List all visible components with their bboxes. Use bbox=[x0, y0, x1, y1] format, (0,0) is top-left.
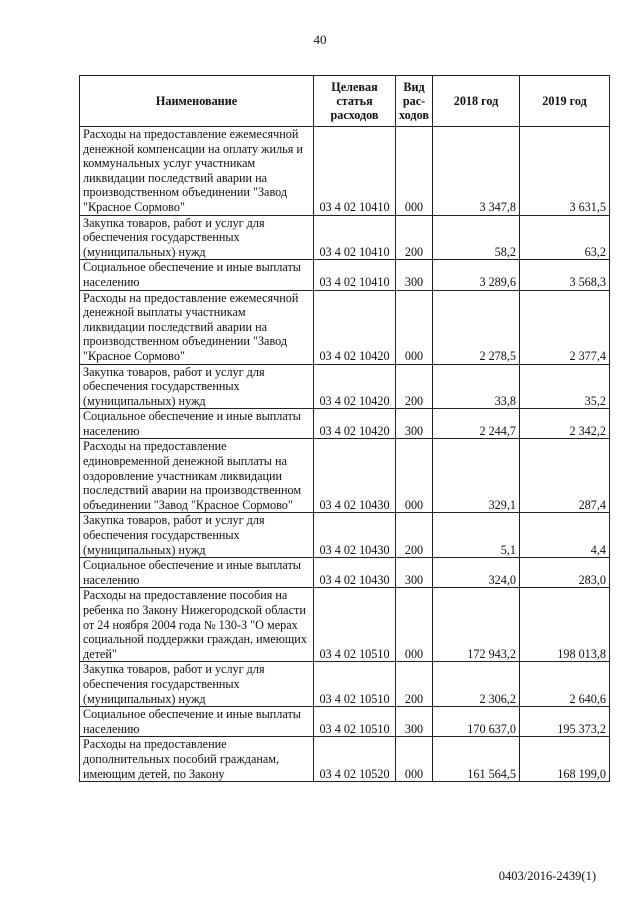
row-expense-type: 000 bbox=[396, 290, 433, 364]
table-row bbox=[80, 439, 610, 513]
row-target-code: 03 4 02 10430 bbox=[314, 558, 396, 588]
row-value-2018: 161 564,5 bbox=[433, 737, 520, 782]
row-value-2019: 2 640,6 bbox=[520, 662, 610, 707]
table-body bbox=[80, 127, 610, 782]
row-target-code: 03 4 02 10510 bbox=[314, 588, 396, 662]
table-row bbox=[80, 364, 610, 409]
row-expense-type: 000 bbox=[396, 588, 433, 662]
row-expense-type: 200 bbox=[396, 215, 433, 260]
row-value-2019: 63,2 bbox=[520, 215, 610, 260]
row-name: Расходы на предоставление ежемесячной денежной выплаты участникам ликвидации последствий аварии на производственном объединении "Завод "Красное Сормово" bbox=[80, 290, 314, 364]
table-row bbox=[80, 513, 610, 558]
row-value-2019: 4,4 bbox=[520, 513, 610, 558]
budget-table bbox=[79, 75, 610, 782]
row-value-2018: 170 637,0 bbox=[433, 707, 520, 737]
row-expense-type: 200 bbox=[396, 662, 433, 707]
header-name-text: Наименование bbox=[155, 94, 238, 108]
row-expense-type: 000 bbox=[396, 127, 433, 216]
row-value-2018: 2 306,2 bbox=[433, 662, 520, 707]
header-target bbox=[314, 76, 396, 127]
header-target-text: Целевая статья расходов bbox=[330, 80, 379, 122]
row-expense-type: 000 bbox=[396, 439, 433, 513]
row-target-code: 03 4 02 10420 bbox=[314, 409, 396, 439]
row-value-2019: 3 631,5 bbox=[520, 127, 610, 216]
header-2018-text: 2018 год bbox=[453, 94, 499, 108]
table-row bbox=[80, 707, 610, 737]
row-value-2018: 3 347,8 bbox=[433, 127, 520, 216]
row-value-2019: 287,4 bbox=[520, 439, 610, 513]
row-target-code: 03 4 02 10430 bbox=[314, 439, 396, 513]
row-name: Расходы на предоставление единовременной денежной выплаты на оздоровление участникам ликвидации последствий аварии на производственном объединении "Завод "Красное Сормово" bbox=[80, 439, 314, 513]
document-code: 0403/2016-2439(1) bbox=[498, 869, 596, 883]
row-expense-type: 200 bbox=[396, 364, 433, 409]
row-name: Социальное обеспечение и иные выплаты населению bbox=[80, 558, 314, 588]
row-name: Социальное обеспечение и иные выплаты населению bbox=[80, 409, 314, 439]
row-target-code: 03 4 02 10410 bbox=[314, 127, 396, 216]
row-value-2019: 198 013,8 bbox=[520, 588, 610, 662]
row-value-2018: 2 278,5 bbox=[433, 290, 520, 364]
header-2019 bbox=[520, 76, 610, 127]
row-target-code: 03 4 02 10510 bbox=[314, 662, 396, 707]
table-row bbox=[80, 290, 610, 364]
row-name: Закупка товаров, работ и услуг для обеспечения государственных (муниципальных) нужд bbox=[80, 215, 314, 260]
table-row bbox=[80, 588, 610, 662]
row-name: Социальное обеспечение и иные выплаты населению bbox=[80, 707, 314, 737]
header-type bbox=[396, 76, 433, 127]
row-value-2018: 5,1 bbox=[433, 513, 520, 558]
header-2019-text: 2019 год bbox=[542, 94, 587, 108]
row-value-2018: 58,2 bbox=[433, 215, 520, 260]
row-target-code: 03 4 02 10420 bbox=[314, 290, 396, 364]
row-value-2018: 2 244,7 bbox=[433, 409, 520, 439]
row-value-2019: 3 568,3 bbox=[520, 260, 610, 290]
row-expense-type: 300 bbox=[396, 260, 433, 290]
table-row bbox=[80, 215, 610, 260]
row-expense-type: 300 bbox=[396, 707, 433, 737]
row-expense-type: 000 bbox=[396, 737, 433, 782]
row-value-2019: 168 199,0 bbox=[520, 737, 610, 782]
row-name: Расходы на предоставление дополнительных пособий гражданам, имеющим детей, по Закону bbox=[80, 737, 314, 782]
row-name: Расходы на предоставление ежемесячной денежной компенсации на оплату жилья и коммунальных услуг участникам ликвидации последствий аварии на производственном объединении "Завод "Красное Сормово" bbox=[80, 127, 314, 216]
row-expense-type: 300 bbox=[396, 558, 433, 588]
table-row bbox=[80, 127, 610, 216]
row-value-2019: 2 377,4 bbox=[520, 290, 610, 364]
header-type-text: Вид рас- ходов bbox=[399, 80, 429, 122]
row-name: Закупка товаров, работ и услуг для обеспечения государственных (муниципальных) нужд bbox=[80, 513, 314, 558]
row-target-code: 03 4 02 10410 bbox=[314, 215, 396, 260]
row-target-code: 03 4 02 10430 bbox=[314, 513, 396, 558]
row-value-2018: 172 943,2 bbox=[433, 588, 520, 662]
row-target-code: 03 4 02 10410 bbox=[314, 260, 396, 290]
row-expense-type: 300 bbox=[396, 409, 433, 439]
row-name: Расходы на предоставление пособия на ребенка по Закону Нижегородской области от 24 ноября 2004 года № 130-З "О мерах социальной поддержки граждан, имеющих детей" bbox=[80, 588, 314, 662]
row-value-2019: 283,0 bbox=[520, 558, 610, 588]
row-value-2019: 35,2 bbox=[520, 364, 610, 409]
table-row bbox=[80, 662, 610, 707]
table-header-row bbox=[80, 76, 610, 127]
table-row bbox=[80, 409, 610, 439]
row-value-2019: 195 373,2 bbox=[520, 707, 610, 737]
table-row bbox=[80, 260, 610, 290]
row-target-code: 03 4 02 10520 bbox=[314, 737, 396, 782]
header-name bbox=[80, 76, 314, 127]
row-target-code: 03 4 02 10420 bbox=[314, 364, 396, 409]
row-value-2018: 329,1 bbox=[433, 439, 520, 513]
row-name: Закупка товаров, работ и услуг для обеспечения государственных (муниципальных) нужд bbox=[80, 662, 314, 707]
row-target-code: 03 4 02 10510 bbox=[314, 707, 396, 737]
row-value-2019: 2 342,2 bbox=[520, 409, 610, 439]
row-name: Социальное обеспечение и иные выплаты населению bbox=[80, 260, 314, 290]
row-expense-type: 200 bbox=[396, 513, 433, 558]
page-number: 40 bbox=[313, 32, 327, 47]
header-2018 bbox=[433, 76, 520, 127]
row-name: Закупка товаров, работ и услуг для обеспечения государственных (муниципальных) нужд bbox=[80, 364, 314, 409]
table-row bbox=[80, 558, 610, 588]
row-value-2018: 33,8 bbox=[433, 364, 520, 409]
row-value-2018: 324,0 bbox=[433, 558, 520, 588]
row-value-2018: 3 289,6 bbox=[433, 260, 520, 290]
table-row bbox=[80, 737, 610, 782]
